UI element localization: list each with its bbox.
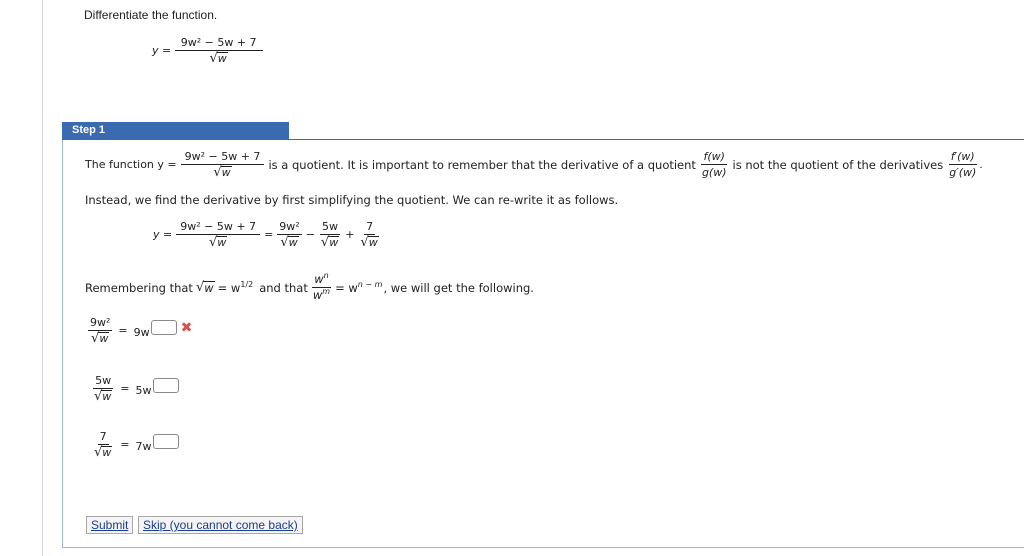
rewrite-term-1-num: 9w²	[279, 220, 300, 233]
answer-2-exponent-input[interactable]	[153, 378, 179, 393]
answer-2-num: 5w	[95, 374, 112, 387]
answer-3-coef: 7w	[135, 440, 152, 453]
left-margin-rule	[42, 0, 43, 556]
skip-button[interactable]: Skip (you cannot come back)	[138, 516, 303, 534]
rewrite-minus: −	[305, 228, 315, 241]
rewrite-term-3: 7 √ w	[360, 220, 378, 250]
rewrite-term-2-den: w	[329, 236, 339, 249]
answer-3-num: 7	[99, 430, 107, 443]
submit-button[interactable]: Submit	[86, 516, 133, 534]
rewrite-equation	[153, 220, 381, 249]
line1-numerator: 9w² − 5w + 7	[181, 150, 265, 165]
answer-3-fraction: 7 √ w	[94, 430, 112, 460]
power-num-exp: n	[323, 271, 329, 280]
power-rule-fraction	[311, 273, 332, 302]
rewrite-main-numerator: 9w² − 5w + 7	[176, 220, 260, 235]
answer-1-exponent-input[interactable]	[151, 320, 177, 335]
rewrite-main-den: w	[217, 236, 227, 249]
line1-intro: The function y =	[85, 158, 177, 171]
fg-fraction	[700, 150, 729, 179]
power-num-base: w	[314, 272, 324, 286]
power-den-base: w	[312, 288, 323, 302]
rewrite-term-1-den: w	[288, 236, 298, 249]
problem-sqrt: √ w	[209, 51, 227, 66]
line1-mid2: is not the quotient of the derivatives	[732, 157, 944, 172]
problem-numerator: 9w² − 5w + 7	[175, 36, 263, 51]
line1-mid: is a quotient. It is important to remember that the derivative of a quotient	[268, 157, 696, 172]
answer-1-equals: =	[118, 324, 128, 337]
fpg-fraction	[947, 150, 978, 179]
answer-3-exponent-input[interactable]	[153, 434, 179, 449]
answer-row-3	[92, 430, 179, 459]
rewrite-term-2: 5w √ w	[320, 220, 339, 250]
problem-function	[152, 36, 263, 65]
answer-2-fraction: 5w √ w	[94, 374, 112, 404]
remember-line	[85, 273, 534, 302]
answer-1-num: 9w²	[90, 316, 111, 329]
rewrite-term-3-den: w	[368, 236, 378, 249]
answer-1-fraction: 9w² √ w	[90, 316, 111, 346]
fg-numerator: f(w)	[703, 150, 725, 163]
line1-fraction: 9w² − 5w + 7 √ w	[181, 150, 265, 179]
answer-3-equals: =	[120, 438, 130, 451]
problem-den-var: w	[217, 52, 227, 65]
line1-den-var: w	[221, 166, 231, 179]
wrong-x-icon: ✖	[180, 319, 193, 336]
remember-half-exponent: 1/2	[240, 279, 254, 289]
step-line-2: Instead, we find the derivative by first simplifying the quotient. We can re-write it as follows.	[85, 193, 619, 207]
remember-sqrt: √ w	[195, 280, 214, 295]
remember-equals-pow: = w	[217, 280, 241, 295]
answer-2-coef: 5w	[135, 384, 152, 397]
answer-1-den: w	[99, 332, 109, 345]
problem-y-label: y =	[152, 44, 172, 57]
step-line-1	[85, 150, 983, 179]
answer-row-1	[88, 316, 192, 345]
remember-and-that: and that	[259, 280, 308, 295]
problem-fraction	[175, 36, 263, 65]
rewrite-equals: =	[264, 228, 274, 241]
fpg-numerator: f′(w)	[950, 150, 975, 163]
remember-nm-exponent: n − m	[357, 279, 383, 289]
fpg-denominator: g′(w)	[949, 166, 977, 179]
problem-prompt: Differentiate the function.	[84, 8, 218, 22]
rewrite-term-3-num: 7	[366, 220, 374, 233]
answer-row-2	[92, 374, 179, 403]
answer-2-den: w	[102, 390, 112, 403]
remember-equals-nm: = w	[335, 280, 358, 295]
step-header: Step 1	[62, 122, 289, 139]
rewrite-term-1: 9w² √ w	[279, 220, 300, 250]
power-den-exp: m	[322, 287, 331, 296]
remember-sqrt-var: w	[204, 281, 214, 295]
answer-2-equals: =	[120, 382, 130, 395]
remember-prefix: Remembering that	[85, 280, 193, 295]
rewrite-term-2-num: 5w	[322, 220, 339, 233]
fg-denominator: g(w)	[701, 166, 727, 179]
answer-3-den: w	[102, 446, 112, 459]
rewrite-y-label: y =	[153, 228, 173, 241]
rewrite-main-fraction: 9w² − 5w + 7 √ w	[176, 220, 260, 249]
rewrite-plus: +	[345, 228, 355, 241]
answer-1-coef: 9w	[133, 326, 150, 339]
remember-suffix: , we will get the following.	[383, 280, 534, 295]
line1-end: .	[979, 158, 983, 171]
